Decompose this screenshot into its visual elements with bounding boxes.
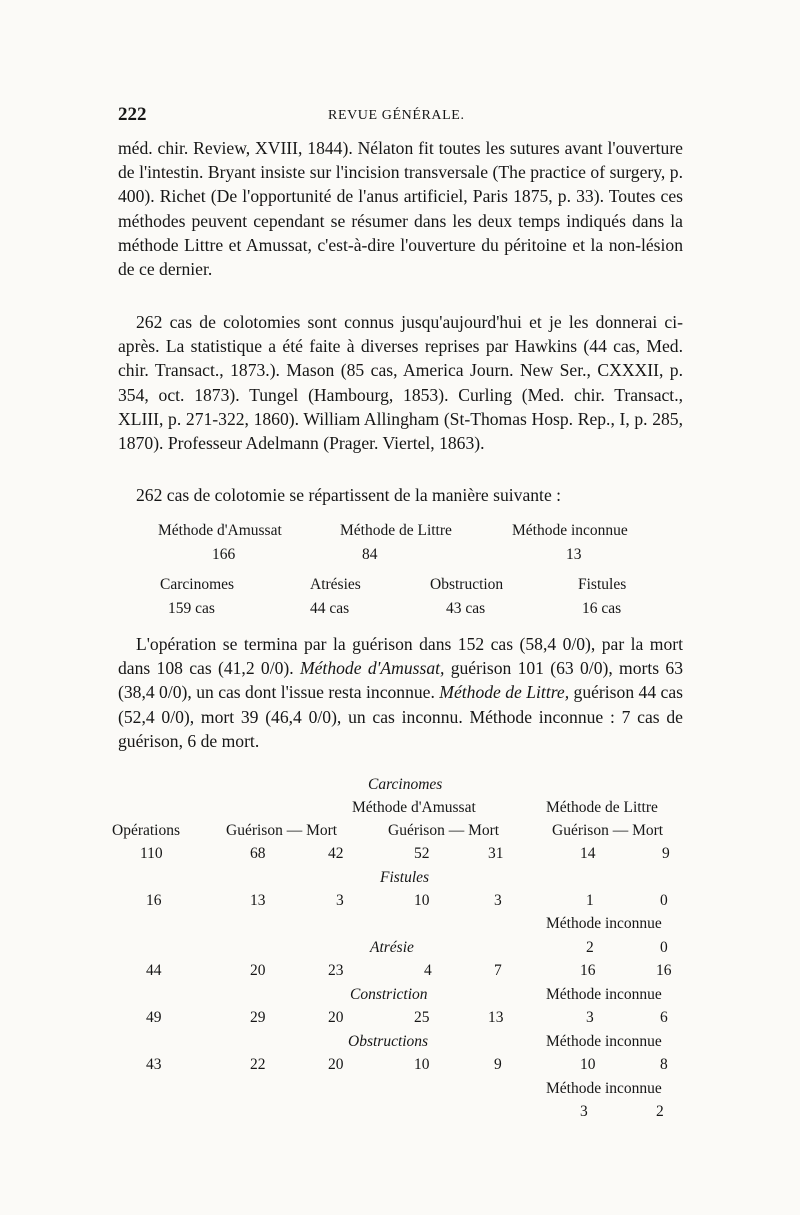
table-cell: 16 bbox=[580, 962, 596, 979]
table-cell: 110 bbox=[140, 845, 163, 862]
table-cell: 52 bbox=[414, 845, 430, 862]
methode-inconnue-label: Méthode inconnue bbox=[546, 1033, 662, 1050]
table-cell: 3 bbox=[586, 1009, 594, 1026]
table-cell: 10 bbox=[414, 892, 430, 909]
method-inconnue-value: 13 bbox=[566, 546, 582, 563]
table-cell: 13 bbox=[488, 1009, 504, 1026]
table-cell: 44 bbox=[146, 962, 162, 979]
col-amussat-header: Méthode d'Amussat bbox=[352, 799, 476, 816]
paragraph-4 bbox=[118, 632, 683, 753]
method-littre-value: 84 bbox=[362, 546, 378, 563]
type-carcinomes-value: 159 cas bbox=[168, 600, 215, 617]
table-cell: 9 bbox=[494, 1056, 502, 1073]
col-gm-2: Guérison — Mort bbox=[388, 822, 500, 839]
p4-text-e: guérison 44 cas (52,4 0/0), mort 39 (46,4 0/0), un cas inconnu. Méthode inconnue : 7 cas de guérison, 6 de mort. bbox=[118, 682, 683, 751]
section-atresie: Atrésie bbox=[370, 939, 414, 956]
methode-inconnue-label: Méthode inconnue bbox=[546, 915, 662, 932]
table-cell: 10 bbox=[580, 1056, 596, 1073]
table-cell: 3 bbox=[336, 892, 344, 909]
p4-method-littre: Méthode de Littre, bbox=[439, 682, 570, 703]
type-obstruction-value: 43 cas bbox=[446, 600, 486, 617]
table-cell: 1 bbox=[586, 892, 594, 909]
table-cell: 23 bbox=[328, 962, 344, 979]
table-cell: 25 bbox=[414, 1009, 430, 1026]
table-cell: 0 bbox=[660, 892, 668, 909]
type-carcinomes-label: Carcinomes bbox=[160, 576, 235, 593]
method-littre-label: Méthode de Littre bbox=[340, 522, 452, 539]
table-cell: 7 bbox=[494, 962, 502, 979]
table-cell: 3 bbox=[494, 892, 502, 909]
p4-text-c: guérison 101 (63 0/0), morts 63 (38,4 0/0), un cas dont l'issue resta inconnue. bbox=[118, 658, 684, 703]
type-atresies-value: 44 cas bbox=[310, 600, 350, 617]
col-gm-1: Guérison — Mort bbox=[226, 822, 338, 839]
methode-inconnue-label: Méthode inconnue bbox=[546, 986, 662, 1003]
section-obstructions: Obstructions bbox=[348, 1033, 429, 1050]
table-cell: 29 bbox=[250, 1009, 266, 1026]
p4-text-a: L'opération se termina par la guérison dans 152 cas (58,4 0/0), par la mort dans 108 cas (41,2 0/0). bbox=[118, 634, 683, 679]
col-gm-3: Guérison — Mort bbox=[552, 822, 664, 839]
section-carcinomes: Carcinomes bbox=[368, 776, 443, 793]
table-cell: 20 bbox=[328, 1009, 344, 1026]
section-constriction: Constriction bbox=[350, 986, 428, 1003]
table-cell: 14 bbox=[580, 845, 596, 862]
table-cell: 16 bbox=[656, 962, 672, 979]
table-cell: 42 bbox=[328, 845, 344, 862]
table-cell: 43 bbox=[146, 1056, 162, 1073]
page-header bbox=[118, 104, 683, 128]
table-cell: 20 bbox=[328, 1056, 344, 1073]
paragraph-3: 262 cas de colotomie se répartissent de la manière suivante : bbox=[136, 485, 562, 505]
page-number: 222 bbox=[118, 104, 147, 125]
table-cell: 31 bbox=[488, 845, 504, 862]
table-cell: 68 bbox=[250, 845, 266, 862]
running-title: REVUE GÉNÉRALE. bbox=[328, 108, 465, 123]
paragraph-1: méd. chir. Review, XVIII, 1844). Nélaton fit toutes les sutures avant l'ouverture de l'intestin. Bryant insiste sur l'incision transversale (The practice of surgery, p. 400). Richet (De l'opportunité de l'anus artificiel, Paris 1875, p. 33). Toutes ces méthodes peuvent cependant se résumer dans les deux temps indiqués dans la méthode Littre et Amussat, c'est-à-dire l'ouverture du péritoine et la non-lésion de ce dernier. bbox=[118, 138, 683, 280]
type-fistules-label: Fistules bbox=[578, 576, 627, 593]
table-cell: 6 bbox=[660, 1009, 668, 1026]
methode-inconnue-label: Méthode inconnue bbox=[546, 1080, 662, 1097]
table-cell: 10 bbox=[414, 1056, 430, 1073]
table-cell: 8 bbox=[660, 1056, 668, 1073]
table-cell: 20 bbox=[250, 962, 266, 979]
method-amussat-label: Méthode d'Amussat bbox=[158, 522, 282, 539]
table-cell: 0 bbox=[660, 939, 668, 956]
table-cell: 9 bbox=[662, 845, 670, 862]
p4-method-amussat: Méthode d'Amussat, bbox=[299, 658, 445, 679]
table-cell: 2 bbox=[656, 1103, 664, 1120]
type-fistules-value: 16 cas bbox=[582, 600, 622, 617]
col-littre-header: Méthode de Littre bbox=[546, 799, 658, 816]
table-cell: 13 bbox=[250, 892, 266, 909]
table-cell: 49 bbox=[146, 1009, 162, 1026]
method-inconnue-label: Méthode inconnue bbox=[512, 522, 628, 539]
table-cell: 22 bbox=[250, 1056, 266, 1073]
col-operations-header: Opérations bbox=[112, 822, 181, 839]
table-cell: 4 bbox=[424, 962, 432, 979]
method-amussat-value: 166 bbox=[212, 546, 236, 563]
table-cell: 2 bbox=[586, 939, 594, 956]
section-fistules: Fistules bbox=[380, 869, 430, 886]
type-obstruction-label: Obstruction bbox=[430, 576, 504, 593]
table-cell: 16 bbox=[146, 892, 162, 909]
type-atresies-label: Atrésies bbox=[310, 576, 361, 593]
table-cell: 3 bbox=[580, 1103, 588, 1120]
paragraph-2: 262 cas de colotomies sont connus jusqu'aujourd'hui et je les donnerai ci-après. La statistique a été faite à diverses reprises par Hawkins (44 cas, Med. chir. Transact., 1873.). Mason (85 cas, America Journ. New Ser., CXXXII, p. 354, oct. 1873). Tungel (Hambourg, 1853). Curling (Med. chir. Transact., XLIII, p. 271-322, 1860). William Allingham (St-Thomas Hosp. Rep., I, p. 285, 1870). Professeur Adelmann (Prager. Viertel, 1863). bbox=[118, 312, 683, 454]
